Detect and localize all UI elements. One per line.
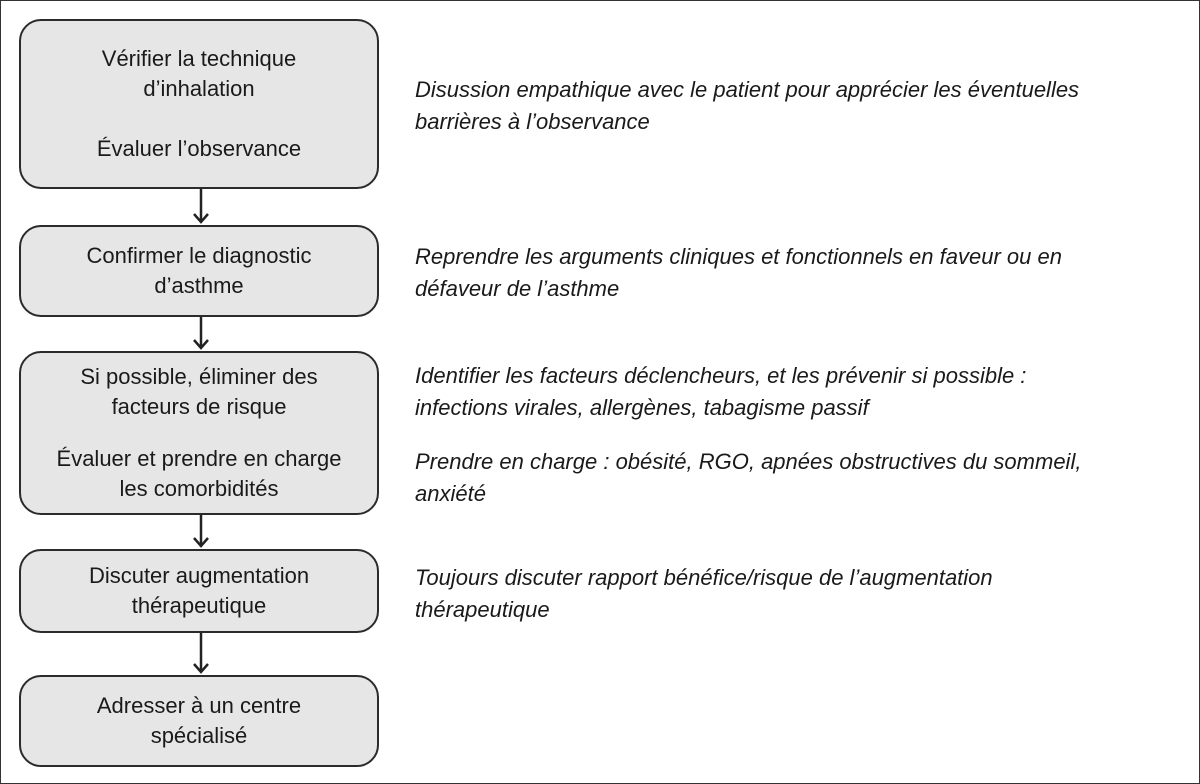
note-text: infections virales, allergènes, tabagisme passif <box>415 395 869 420</box>
note-text: Toujours discuter rapport bénéfice/risque de l’augmentation <box>415 565 993 590</box>
step-text: facteurs de risque <box>111 394 287 419</box>
arrow-down-icon <box>191 633 211 675</box>
step-text: Discuter augmentation <box>88 563 310 588</box>
note-triggers <box>415 360 1026 424</box>
arrow-down-icon <box>191 317 211 351</box>
note-text: défaveur de l’asthme <box>415 276 620 301</box>
step-text: Si possible, éliminer des <box>80 364 318 389</box>
arrow-down-icon <box>191 515 211 549</box>
step-text: les comorbidités <box>119 476 279 501</box>
step-text: d’asthme <box>154 273 244 298</box>
note-text: barrières à l’observance <box>415 109 650 134</box>
arrow-down-icon <box>191 189 211 225</box>
note-text: thérapeutique <box>415 597 550 622</box>
step-text: Adresser à un centre <box>96 693 302 718</box>
step-text: spécialisé <box>150 723 248 748</box>
note-text: Reprendre les arguments cliniques et fonctionnels en faveur ou en <box>415 244 1062 269</box>
note-diagnosis <box>415 241 1062 305</box>
step-refer-specialist <box>19 675 379 767</box>
note-text: Prendre en charge : obésité, RGO, apnées obstructives du sommeil, <box>415 449 1082 474</box>
note-benefit-risk <box>415 562 993 626</box>
note-comorbidities <box>415 446 1081 510</box>
step-text: thérapeutique <box>131 593 267 618</box>
note-text: Disussion empathique avec le patient pour apprécier les éventuelles <box>415 77 1080 102</box>
step-text: d’inhalation <box>143 76 255 101</box>
note-text: anxiété <box>415 481 486 506</box>
note-observance <box>415 74 1079 138</box>
step-therapeutic-increase <box>19 549 379 633</box>
step-confirm-diagnosis <box>19 225 379 317</box>
note-text: Identifier les facteurs déclencheurs, et les prévenir si possible : <box>415 363 1027 388</box>
step-text: Vérifier la technique <box>101 46 297 71</box>
step-risk-factors-comorbidities <box>19 351 379 515</box>
step-text: Évaluer l’observance <box>96 136 302 161</box>
step-text: Confirmer le diagnostic <box>86 243 312 268</box>
step-verify-inhalation <box>19 19 379 189</box>
step-text: Évaluer et prendre en charge <box>56 446 342 471</box>
